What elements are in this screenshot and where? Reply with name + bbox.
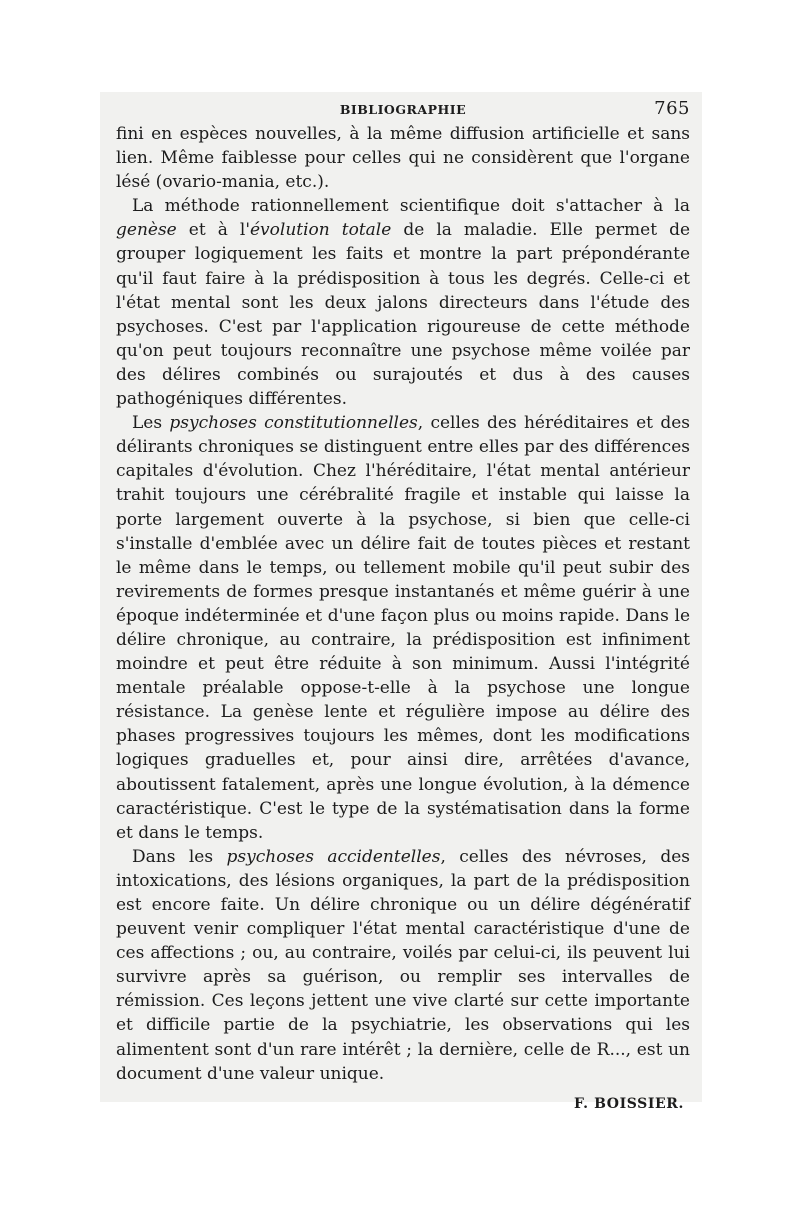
paragraph-2-lead: La méthode rationnellement scientifique doit s'attacher à la	[132, 196, 690, 217]
paragraph-3	[116, 411, 690, 845]
paragraph-2-italic-evolution: évolution totale	[250, 220, 392, 241]
paragraph-3-lead: Les	[132, 413, 170, 434]
paragraph-3-text: , celles des héréditaires et des délirants chroniques se distinguent entre elles par des différences capitales d'évolution. Chez l'héréditaire, l'état mental antérieur trahit toujours une cérébralité fragile et instable qui laisse la porte largement ouverte à la psychose, si bien que celle-ci s'installe d'emblée avec un délire fait de toutes pièces et restant le même dans le temps, ou tellement mobile qu'il peut subir des revirements de formes presque instantanés et même guérir à une époque indéterminée et d'une façon plus ou moins rapide. Dans le délire chronique, au contraire, la prédisposition est infiniment moindre et peut être réduite à son minimum. Aussi l'intégrité mentale préalable oppose-t-elle à la psychose une longue résistance. La genèse lente et régulière impose au délire des phases progressives toujours les mêmes, dont les modifications logiques graduelles et, pour ainsi dire, arrêtées d'avance, aboutissent fatalement, après une longue évolution, à la démence caractéristique. C'est le type de la systématisation dans la forme et dans le temps.	[116, 413, 690, 843]
running-title: BIBLIOGRAPHIE	[339, 102, 467, 117]
paragraph-2-text: de la maladie. Elle permet de grouper logiquement les faits et montre la part prépondérante qu'il faut faire à la prédisposition à tous les degrés. Celle-ci et l'état mental sont les deux jalons directeurs dans l'étude des psychoses. C'est par l'application rigoureuse de cette méthode qu'on peut toujours reconnaître une psychose même voilée par des délires combinés ou surajoutés et dus à des causes pathogéniques différentes.	[116, 220, 691, 410]
paragraph-2-mid: et à l'	[176, 220, 250, 241]
author-signature: F. BOISSIER.	[574, 1095, 684, 1112]
paragraph-1-text: fini en espèces nouvelles, à la même diffusion artificielle et sans lien. Même faiblesse pour celles qui ne considèrent que l'organe lésé (ovario-mania, etc.).	[116, 124, 690, 193]
paragraph-4-italic: psychoses accidentelles	[226, 846, 441, 867]
paragraph-4-lead: Dans les	[132, 846, 227, 867]
running-header	[116, 96, 690, 122]
page-number: 765	[654, 98, 690, 119]
paragraph-3-italic: psychoses constitutionnelles	[169, 413, 418, 434]
document-page	[116, 96, 690, 1112]
paragraph-1	[116, 122, 690, 194]
paragraph-2-italic-genese: genèse	[116, 220, 177, 241]
paragraph-4	[116, 845, 690, 1086]
body-text	[116, 122, 690, 1086]
paragraph-4-text: , celles des névroses, des intoxications, des lésions organiques, la part de la prédisposition est encore faite. Un délire chronique ou un délire dégénératif peuvent venir compliquer l'état mental caractéristique d'une de ces affections ; ou, au contraire, voilés par celui-ci, ils peuvent lui survivre après sa guérison, ou remplir ses intervalles de rémission. Ces leçons jettent une vive clarté sur cette importante et difficile partie de la psychiatrie, les observations qui les alimentent sont d'un rare intérêt ; la dernière, celle de R..., est un document d'une valeur unique.	[116, 846, 691, 1084]
paragraph-2	[116, 194, 690, 411]
